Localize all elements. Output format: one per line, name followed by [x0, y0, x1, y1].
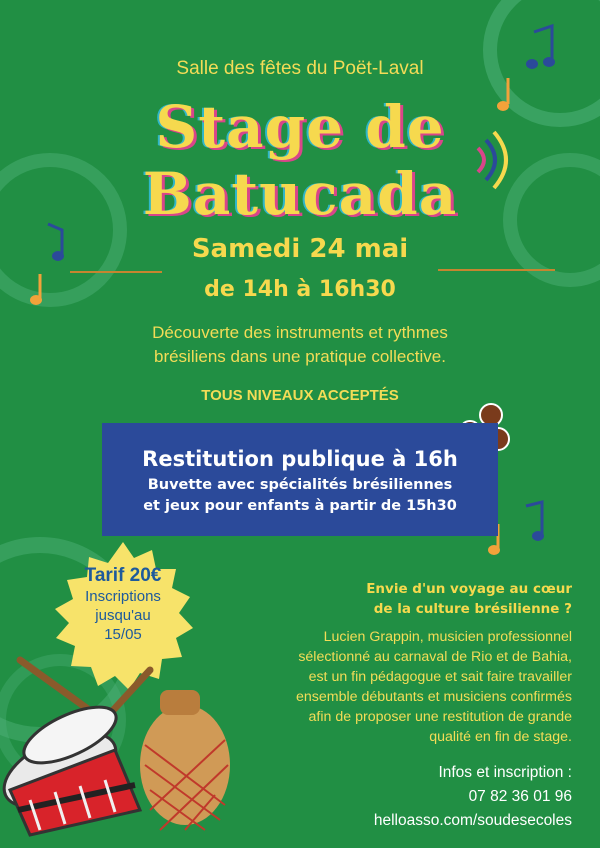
teaser-line: Envie d'un voyage au cœur	[366, 581, 572, 597]
intro-description	[0, 321, 600, 369]
levels-notice: TOUS NIVEAUX ACCEPTÉS	[201, 387, 399, 404]
drum-body	[0, 696, 140, 835]
bio-line: qualité en fin de stage.	[429, 729, 572, 745]
bio-line: afin de proposer une restitution de grande	[308, 709, 572, 725]
drum-illustration	[0, 640, 240, 840]
contact-info	[300, 761, 572, 833]
bio-line: Lucien Grappin, musicien professionnel	[323, 629, 572, 645]
contact-label: Infos et inscription :	[438, 764, 572, 781]
event-date: Samedi 24 mai	[191, 234, 409, 264]
bio-line: ensemble débutants et musiciens confirmés	[295, 689, 572, 705]
highlight-line: Buvette avec spécialités brésiliennes	[147, 477, 453, 493]
maraca-illustration	[140, 690, 230, 830]
highlight-box	[102, 423, 498, 536]
price-badge-text	[43, 555, 203, 644]
music-note-icon	[516, 500, 556, 550]
venue-name: Salle des fêtes du Poët-Laval	[176, 58, 424, 79]
teaser-heading	[300, 579, 572, 619]
title-line-2: Batucada	[142, 160, 458, 228]
title-line-1: Stage de	[155, 93, 445, 161]
teaser-line: de la culture brésilienne ?	[373, 601, 572, 617]
highlight-line: et jeux pour enfants à partir de 15h30	[143, 498, 457, 514]
intro-line: Découverte des instruments et rythmes	[152, 323, 448, 342]
bio-line: est un fin pédagogue et sait faire travailler	[308, 669, 572, 685]
registration-deadline: 15/05	[104, 626, 142, 643]
contact-website[interactable]: helloasso.com/soudesecoles	[373, 812, 572, 829]
bio-line: sélectionné au carnaval de Rio et de Bahia,	[298, 649, 572, 665]
instructor-bio	[260, 627, 572, 747]
highlight-title: Restitution publique à 16h	[142, 447, 458, 471]
price-label: Tarif 20€	[84, 565, 162, 586]
contact-phone[interactable]: 07 82 36 01 96	[468, 788, 572, 805]
registration-line: jusqu'au	[95, 607, 151, 624]
event-time: de 14h à 16h30	[204, 277, 396, 302]
registration-line: Inscriptions	[85, 588, 161, 605]
intro-line: brésiliens dans une pratique collective.	[153, 347, 446, 366]
